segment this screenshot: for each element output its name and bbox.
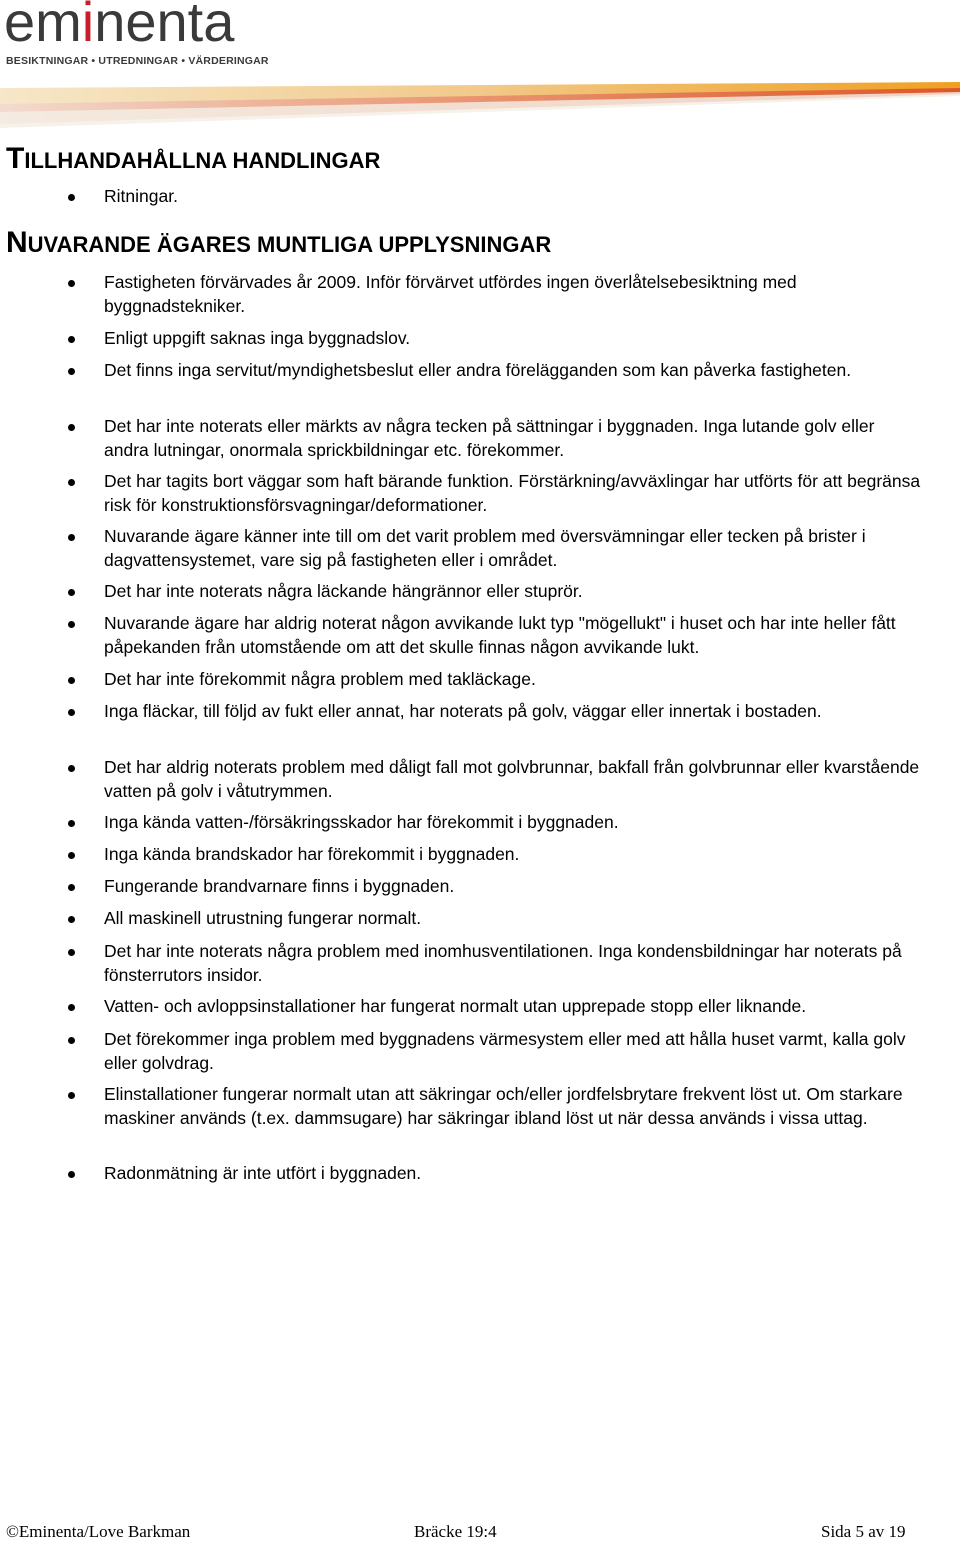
bullet-icon [68, 677, 75, 684]
header-banner-graphic [0, 82, 960, 130]
footer-page-number: Sida 5 av 19 [821, 1522, 906, 1541]
bullet-icon [68, 765, 75, 772]
bullet-icon [68, 280, 75, 287]
bullet-icon [68, 336, 75, 343]
bullet-icon [68, 1037, 75, 1044]
footer-property: Bräcke 19:4 [414, 1522, 497, 1541]
bullet-icon [68, 820, 75, 827]
bullet-icon [68, 589, 75, 596]
bullet-icon [68, 479, 75, 486]
bullet-icon [68, 884, 75, 891]
bullet-icon [68, 194, 75, 201]
section-title-owner-info: NUVARANDE ÄGARES MUNTLIGA UPPLYSNINGAR [6, 226, 552, 259]
footer-copyright: ©Eminenta/Love Barkman [6, 1522, 191, 1541]
page-footer [0, 1520, 960, 1544]
company-logo: eminenta [4, 0, 235, 53]
bullet-icon [68, 916, 75, 923]
page-header [0, 0, 960, 130]
bullet-icon [68, 368, 75, 375]
bullet-icon [68, 1004, 75, 1011]
bullet-icon [68, 534, 75, 541]
bullet-icon [68, 1092, 75, 1099]
bullet-icon [68, 949, 75, 956]
bullet-icon [68, 1171, 75, 1178]
bullet-icon [68, 424, 75, 431]
bullet-icon [68, 852, 75, 859]
bullet-icon [68, 709, 75, 716]
section-title-documents: TILLHANDAHÅLLNA HANDLINGAR [6, 142, 381, 175]
bullet-icon [68, 621, 75, 628]
logo-tagline: BESIKTNINGAR • UTREDNINGAR • VÄRDERINGAR [6, 55, 269, 67]
